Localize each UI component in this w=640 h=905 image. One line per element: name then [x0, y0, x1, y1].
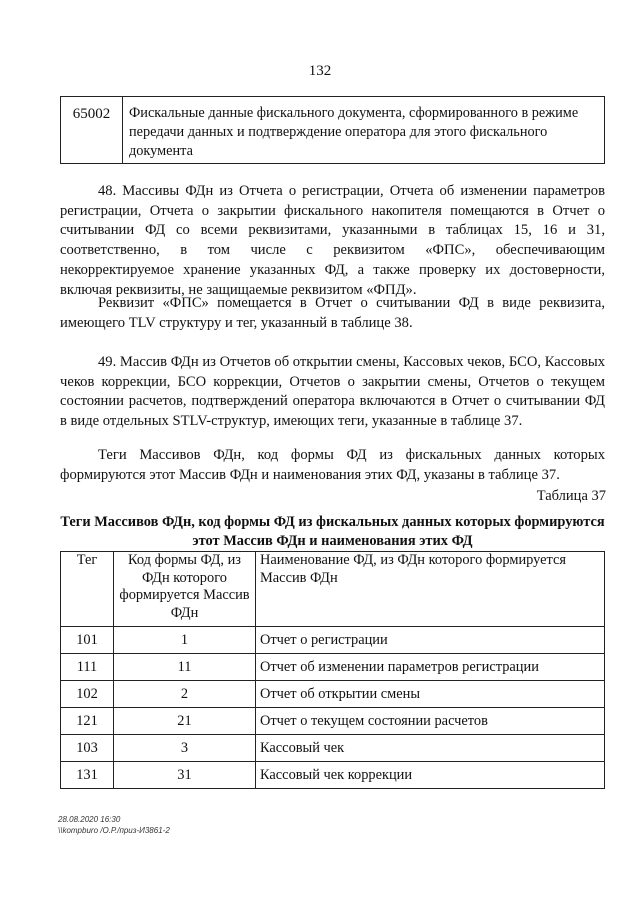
footer-stamp	[58, 814, 170, 836]
cell-name: Кассовый чек коррекции	[256, 762, 605, 789]
cell-name: Отчет об открытии смены	[256, 681, 605, 708]
paragraph-48: 48. Массивы ФДн из Отчета о регистрации, Отчета об изменении параметров регистрации, Отчета о закрытии фискального накопителя помещаются в Отчет о считывании ФД со всеми реквизитами, указанными в таблицах 15, 16 и 31, соответственно, в том числе с реквизитом «ФПС», обеспечивающим некорректируемое хранение указанных ФД, а также проверку их достоверности, включая реквизиты, не защищаемые реквизитом «ФПД».	[60, 183, 605, 298]
top-table-description: Фискальные данные фискального документа, сформированного в режиме передачи данных и подтверждение оператора для этого фискального документа	[129, 105, 579, 159]
cell-name: Отчет о текущем состоянии расчетов	[256, 708, 605, 735]
table-header-row	[61, 552, 605, 627]
cell-form-code: 2	[114, 681, 256, 708]
tags-table	[60, 551, 605, 789]
cell-tag: 121	[61, 708, 114, 735]
header-tag: Тег	[61, 552, 114, 627]
table-row	[61, 708, 605, 735]
header-form-code: Код формы ФД, из ФДн которого формируется Массив ФДн	[114, 552, 256, 627]
table-caption: Таблица 37	[536, 488, 606, 504]
cell-tag: 131	[61, 762, 114, 789]
cell-form-code: 1	[114, 627, 256, 654]
header-name: Наименование ФД, из ФДн которого формируется Массив ФДн	[256, 552, 605, 627]
cell-name: Кассовый чек	[256, 735, 605, 762]
cell-name: Отчет о регистрации	[256, 627, 605, 654]
top-table	[60, 96, 605, 164]
cell-form-code: 11	[114, 654, 256, 681]
table-row	[61, 654, 605, 681]
cell-form-code: 31	[114, 762, 256, 789]
paragraph-tags: Теги Массивов ФДн, код формы ФД из фискальных данных которых формируются этот Массив ФДн и наименования этих ФД, указаны в таблице 37.	[60, 447, 605, 483]
table-title: Теги Массивов ФДн, код формы ФД из фискальных данных которых формируются этот Массив ФДн и наименования этих ФД	[60, 514, 605, 549]
cell-tag: 102	[61, 681, 114, 708]
cell-tag: 103	[61, 735, 114, 762]
cell-form-code: 3	[114, 735, 256, 762]
paragraph-fps: Реквизит «ФПС» помещается в Отчет о считывании ФД в виде реквизита, имеющего TLV структуру и тег, указанный в таблице 38.	[60, 295, 605, 331]
cell-tag: 101	[61, 627, 114, 654]
paragraph-49: 49. Массив ФДн из Отчетов об открытии смены, Кассовых чеков, БСО, Кассовых чеков коррекции, БСО коррекции, Отчетов о закрытии смены, Отчетов о текущем состоянии расчетов, подтверждений оператора включаются в Отчет о считывании ФД в виде отдельных STLV-структур, имеющих теги, указанные в таблице 37.	[60, 354, 605, 430]
footer-path: \\kompburo /О.Р./приз-И3861-2	[58, 826, 170, 835]
table-row	[61, 681, 605, 708]
table-row	[61, 762, 605, 789]
cell-name: Отчет об изменении параметров регистрации	[256, 654, 605, 681]
top-table-code: 65002	[61, 97, 123, 163]
table-row	[61, 735, 605, 762]
table-row	[61, 627, 605, 654]
footer-date: 28.08.2020 16:30	[58, 815, 121, 824]
page-number: 132	[308, 63, 332, 79]
cell-form-code: 21	[114, 708, 256, 735]
cell-tag: 111	[61, 654, 114, 681]
